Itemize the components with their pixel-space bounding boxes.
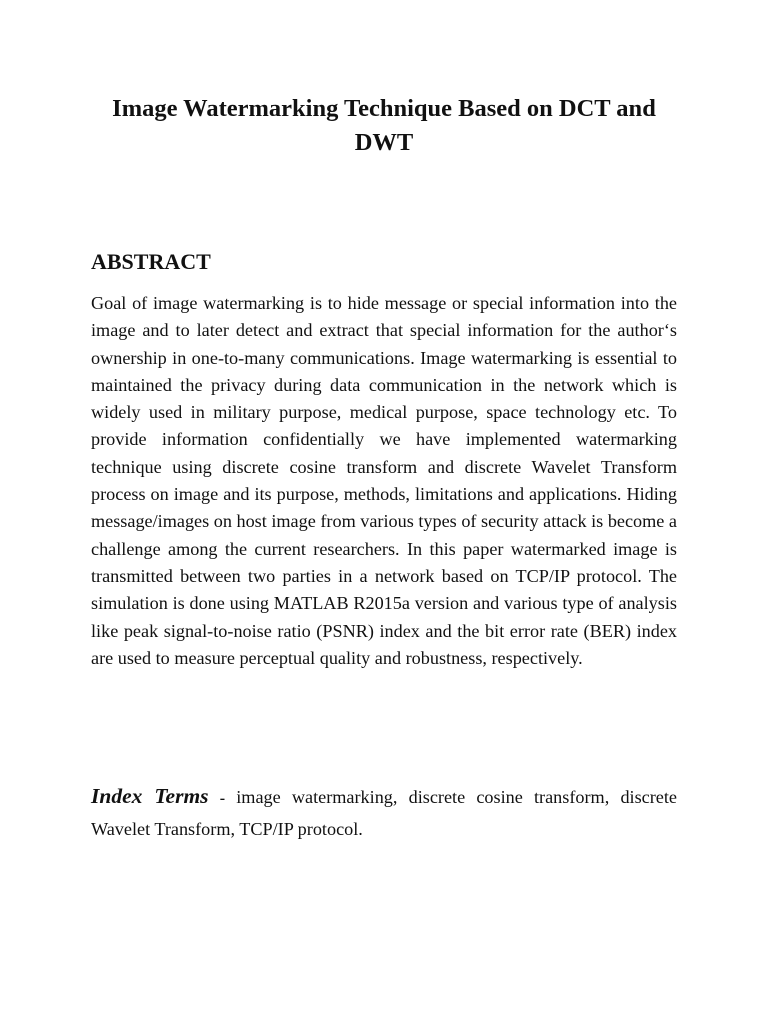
index-terms-text: image watermarking, discrete cosine transform, discrete Wavelet Transform, TCP/IP protocol. [91,787,677,839]
abstract-text: Goal of image watermarking is to hide message or special information into the image and to later detect and extract that special information for the author‘s ownership in one-to-many communications. Image watermarking is essential to maintained the privacy during data communication in the network which is widely used in military purpose, medical purpose, space technology etc. To provide information confidentially we have implemented watermarking technique using discrete cosine transform and discrete Wavelet Transform process on image and its purpose, methods, limitations and applications. Hiding message/images on host image from various types of security attack is become a challenge among the current researchers. In this paper watermarked image is transmitted between two parties in a network based on TCP/IP protocol. The simulation is done using MATLAB R2015a version and various type of analysis like peak signal-to-noise ratio (PSNR) index and the bit error rate (BER) index are used to measure perceptual quality and robustness, respectively. [91,293,677,668]
paper-title: Image Watermarking Technique Based on DCT and DWT [112,95,656,156]
index-terms [91,781,677,844]
index-terms-label: Index Terms [91,784,209,808]
index-terms-separator: - [219,790,226,807]
abstract-heading: ABSTRACT [91,249,211,274]
